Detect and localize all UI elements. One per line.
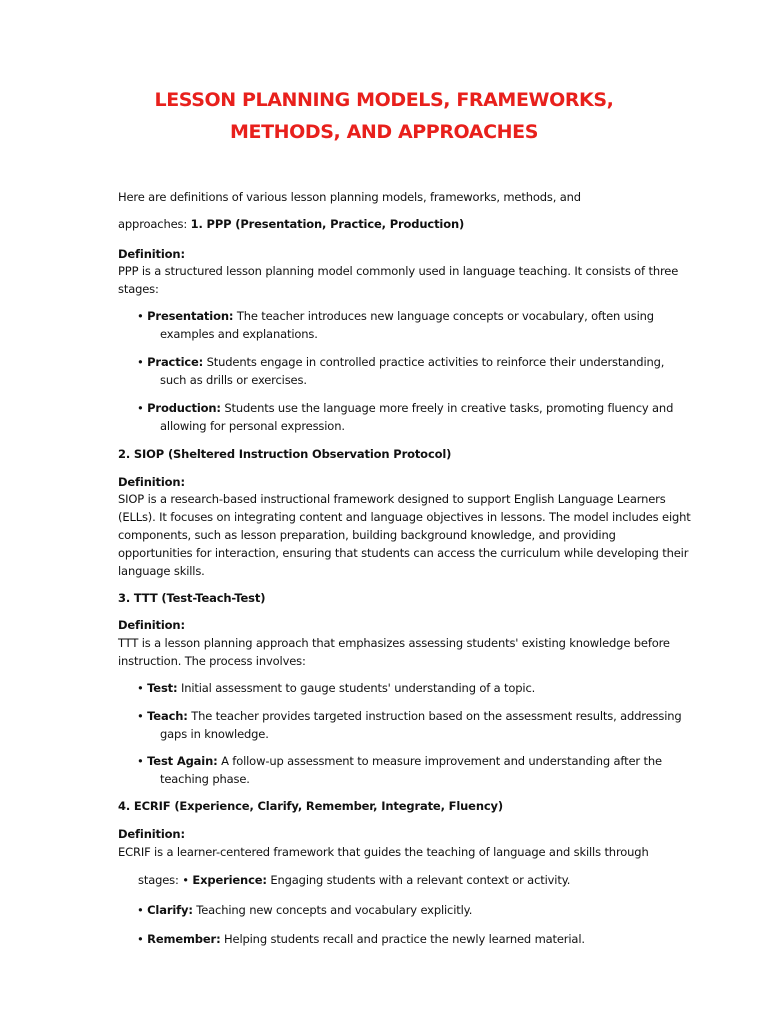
bullet-text: Engaging students with a relevant context or activity.: [266, 873, 571, 887]
ttt-bullet-teach: • Teach: The teacher provides targeted instruction based on the assessment results, addressing: [137, 709, 682, 723]
bullet-term: Test:: [147, 681, 178, 695]
ppp-heading: 1. PPP (Presentation, Practice, Production): [190, 217, 465, 231]
bullet-text: Students use the language more freely in creative tasks, promoting fluency and: [220, 401, 674, 415]
ttt-bullet-test: • Test: Initial assessment to gauge students' understanding of a topic.: [137, 681, 536, 695]
document-title: [0, 84, 768, 148]
bullet-term: Teach:: [147, 709, 188, 723]
stages-prefix: stages: •: [138, 873, 193, 887]
siop-definition-label: Definition:: [118, 475, 185, 489]
bullet-term: Practice:: [147, 355, 204, 369]
siop-heading: 2. SIOP (Sheltered Instruction Observation Protocol): [118, 447, 452, 461]
bullet-text: A follow-up assessment to measure improvement and understanding after the: [217, 754, 662, 768]
ecrif-definition-label: Definition:: [118, 827, 185, 841]
ppp-bullet-practice: • Practice: Students engage in controlled practice activities to reinforce their understanding,: [137, 355, 665, 369]
bullet-text: Teaching new concepts and vocabulary explicitly.: [192, 903, 473, 917]
bullet-text: Initial assessment to gauge students' understanding of a topic.: [177, 681, 536, 695]
ttt-bullet-teach-cont: gaps in knowledge.: [160, 727, 269, 741]
bullet-term: Presentation:: [147, 309, 234, 323]
bullet-term: Experience:: [192, 873, 267, 887]
ecrif-definition-line-1: ECRIF is a learner-centered framework that guides the teaching of language and skills through: [118, 845, 649, 859]
ecrif-stages-experience: [138, 871, 570, 889]
ttt-heading: 3. TTT (Test-Teach-Test): [118, 591, 266, 605]
bullet-text: The teacher provides targeted instruction based on the assessment results, addressing: [187, 709, 682, 723]
title-line-1: LESSON PLANNING MODELS, FRAMEWORKS,: [154, 89, 614, 111]
ecrif-bullet-clarify: • Clarify: Teaching new concepts and vocabulary explicitly.: [137, 903, 473, 917]
bullet-text: Students engage in controlled practice activities to reinforce their understanding,: [203, 355, 665, 369]
siop-definition-line-1: SIOP is a research-based instructional framework designed to support English Language Learners: [118, 492, 666, 506]
ppp-bullet-production-cont: allowing for personal expression.: [160, 419, 345, 433]
bullet-text: The teacher introduces new language concepts or vocabulary, often using: [233, 309, 654, 323]
bullet-term: Production:: [147, 401, 221, 415]
title-line-2: METHODS, AND APPROACHES: [229, 121, 539, 143]
ttt-definition-label: Definition:: [118, 618, 185, 632]
ppp-bullet-production: • Production: Students use the language more freely in creative tasks, promoting fluency and: [137, 401, 674, 415]
ttt-definition-line-1: TTT is a lesson planning approach that emphasizes assessing students' existing knowledge before: [118, 636, 670, 650]
ppp-bullet-presentation: • Presentation: The teacher introduces new language concepts or vocabulary, often using: [137, 309, 654, 323]
ecrif-heading: 4. ECRIF (Experience, Clarify, Remember, Integrate, Fluency): [118, 799, 503, 813]
siop-definition-line-3: components, such as lesson preparation, building background knowledge, and providing: [118, 528, 616, 542]
ecrif-bullet-remember: • Remember: Helping students recall and practice the newly learned material.: [137, 932, 585, 946]
bullet-term: Test Again:: [147, 754, 218, 768]
ppp-bullet-practice-cont: such as drills or exercises.: [160, 373, 307, 387]
ttt-definition-line-2: instruction. The process involves:: [118, 654, 306, 668]
bullet-text: Helping students recall and practice the newly learned material.: [220, 932, 585, 946]
ppp-bullet-presentation-cont: examples and explanations.: [160, 327, 318, 341]
siop-definition-line-4: opportunities for interaction, ensuring that students can access the curriculum while developing their: [118, 546, 689, 560]
ppp-definition-line-1: PPP is a structured lesson planning model commonly used in language teaching. It consists of three: [118, 264, 679, 278]
bullet-term: Remember:: [147, 932, 221, 946]
siop-definition-line-5: language skills.: [118, 564, 205, 578]
ttt-bullet-test-again: • Test Again: A follow-up assessment to measure improvement and understanding after the: [137, 754, 662, 768]
siop-definition-line-2: (ELLs). It focuses on integrating content and language objectives in lessons. The model includes eight: [118, 510, 691, 524]
intro-line-2: [118, 215, 464, 233]
ppp-definition-label: Definition:: [118, 247, 185, 261]
ttt-bullet-test-again-cont: teaching phase.: [160, 772, 250, 786]
ppp-definition-line-2: stages:: [118, 282, 159, 296]
bullet-term: Clarify:: [147, 903, 193, 917]
intro-line-1: Here are definitions of various lesson planning models, frameworks, methods, and: [118, 190, 581, 204]
intro-prefix: approaches:: [118, 217, 191, 231]
